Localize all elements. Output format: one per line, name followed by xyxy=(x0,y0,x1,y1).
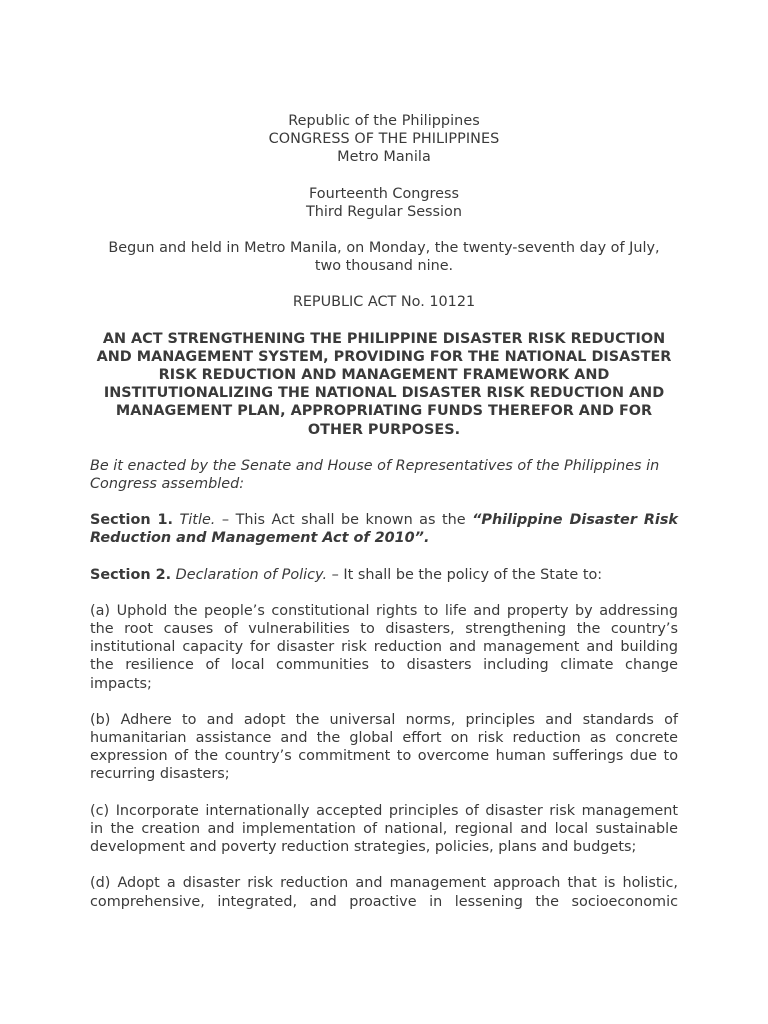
header-congress: CONGRESS OF THE PHILIPPINES xyxy=(268,131,500,148)
session-name: Third Regular Session xyxy=(306,203,462,220)
section-2-heading: Declaration of Policy. xyxy=(175,566,328,583)
clause-c: (c) Incorporate internationally accepted principles of disaster risk management in the creation and implementation of national, regional and local sustainable development and poverty reduction strategies, policies, plans and budgets; xyxy=(90,802,678,856)
clause-a: (a) Uphold the people’s constitutional rights to life and property by addressing the root causes of vulnerabilities to disasters, strengthening the country’s institutional capacity for disaster risk reduction and management and building the resilience of local communities to disasters including climate change impacts; xyxy=(90,602,678,692)
section-1-label: Section 1. xyxy=(90,512,174,529)
section-2 xyxy=(90,566,678,584)
enacting-clause: Be it enacted by the Senate and House of Representatives of the Philippines in Congress assembled: xyxy=(90,457,660,493)
section-1 xyxy=(90,511,678,547)
act-number: REPUBLIC ACT No. 10121 xyxy=(292,294,476,311)
section-1-heading: Title. xyxy=(179,512,216,529)
clause-d: (d) Adopt a disaster risk reduction and management approach that is holistic, comprehensive, integrated, and proactive in lessening the socioeconomic xyxy=(90,875,678,910)
begun-held-statement: Begun and held in Metro Manila, on Monday, the twenty-seventh day of July, two thousand nine. xyxy=(108,240,660,275)
section-2-label: Section 2. xyxy=(90,566,172,583)
congress-number: Fourteenth Congress xyxy=(309,185,459,202)
header-republic: Republic of the Philippines xyxy=(288,113,480,129)
section-1-short-title: “Philippine Disaster Risk Reduction and Management Act of 2010”. xyxy=(90,512,678,547)
document-page xyxy=(90,112,678,911)
session-block xyxy=(90,185,678,221)
header-location: Metro Manila xyxy=(337,149,431,166)
section-2-text: – It shall be the policy of the State to: xyxy=(327,566,603,583)
clause-b: (b) Adhere to and adopt the universal norms, principles and standards of humanitarian assistance and the global effort on risk reduction as concrete expression of the country’s commitment to overcome human sufferings due to recurring disasters; xyxy=(90,711,678,783)
act-title: AN ACT STRENGTHENING THE PHILIPPINE DISASTER RISK REDUCTION AND MANAGEMENT SYSTEM, PROVIDING FOR THE NATIONAL DISASTER RISK REDUCTION AND MANAGEMENT FRAMEWORK AND INSTITUTIONALIZING THE NATIONAL DISASTER RISK REDUCTION AND MANAGEMENT PLAN, APPROPRIATING FUNDS THEREFOR AND FOR OTHER PURPOSES. xyxy=(96,330,672,438)
header-block xyxy=(90,112,678,167)
section-1-text: – This Act shall be known as the xyxy=(215,512,473,529)
